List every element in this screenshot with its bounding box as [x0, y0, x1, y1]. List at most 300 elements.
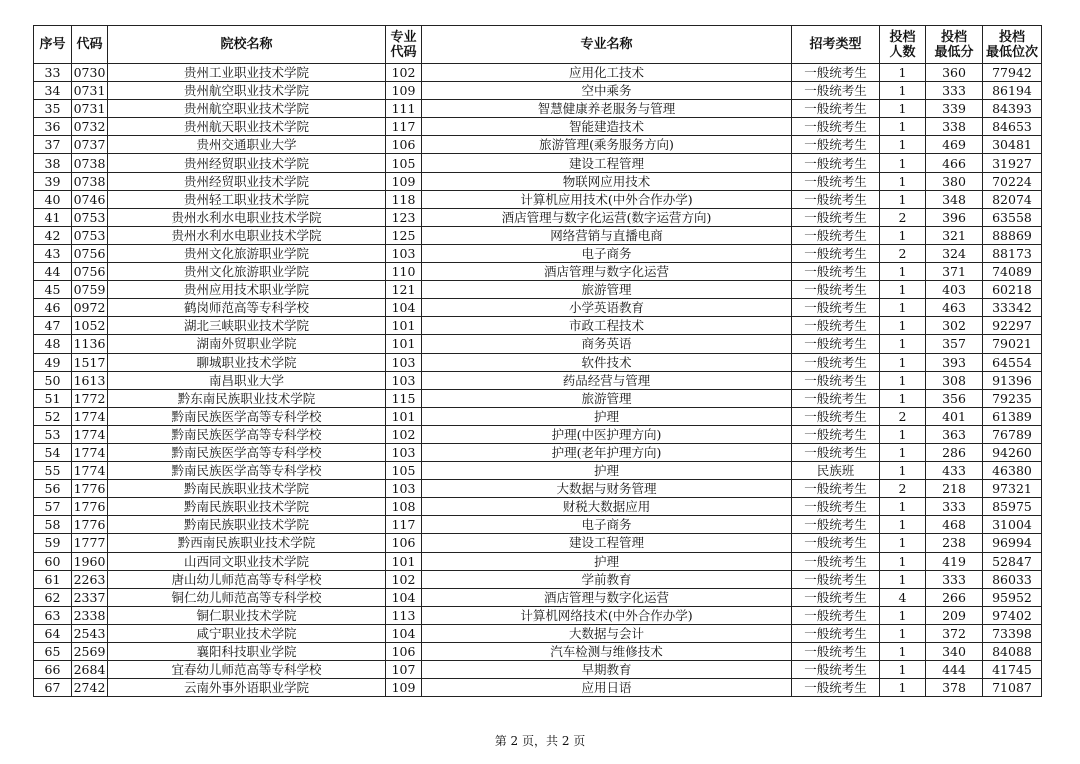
cell-count: 1 [880, 353, 926, 371]
cell-code: 0972 [72, 299, 108, 317]
table-header [34, 26, 1042, 64]
header-min-score: 投档 最低分 [926, 26, 983, 64]
table-row [34, 281, 1042, 299]
cell-count: 1 [880, 462, 926, 480]
cell-major: 药品经营与管理 [422, 371, 792, 389]
cell-type: 民族班 [792, 462, 880, 480]
cell-major-code: 106 [386, 643, 422, 661]
cell-school: 唐山幼儿师范高等专科学校 [108, 570, 386, 588]
cell-code: 2742 [72, 679, 108, 697]
cell-min-rank: 33342 [983, 299, 1042, 317]
cell-min-score: 356 [926, 389, 983, 407]
cell-major-code: 121 [386, 281, 422, 299]
table-row [34, 552, 1042, 570]
cell-min-rank: 94260 [983, 443, 1042, 461]
header-row [34, 26, 1042, 64]
cell-count: 1 [880, 154, 926, 172]
cell-major: 学前教育 [422, 570, 792, 588]
cell-seq: 48 [34, 335, 72, 353]
cell-type: 一般统考生 [792, 407, 880, 425]
cell-code: 0753 [72, 226, 108, 244]
cell-min-rank: 97402 [983, 606, 1042, 624]
cell-seq: 34 [34, 82, 72, 100]
cell-code: 0732 [72, 118, 108, 136]
cell-min-rank: 30481 [983, 136, 1042, 154]
cell-code: 0731 [72, 82, 108, 100]
table-row [34, 661, 1042, 679]
cell-major-code: 109 [386, 172, 422, 190]
cell-type: 一般统考生 [792, 570, 880, 588]
cell-seq: 53 [34, 425, 72, 443]
cell-major-code: 101 [386, 335, 422, 353]
cell-type: 一般统考生 [792, 606, 880, 624]
cell-count: 1 [880, 552, 926, 570]
cell-type: 一般统考生 [792, 534, 880, 552]
cell-type: 一般统考生 [792, 190, 880, 208]
header-school: 院校名称 [108, 26, 386, 64]
cell-major-code: 101 [386, 552, 422, 570]
cell-min-rank: 84393 [983, 100, 1042, 118]
cell-school: 宜春幼儿师范高等专科学校 [108, 661, 386, 679]
cell-school: 贵州工业职业技术学院 [108, 64, 386, 82]
cell-school: 贵州文化旅游职业学院 [108, 244, 386, 262]
table-row [34, 425, 1042, 443]
cell-code: 1052 [72, 317, 108, 335]
cell-major-code: 104 [386, 299, 422, 317]
cell-major: 软件技术 [422, 353, 792, 371]
cell-seq: 54 [34, 443, 72, 461]
cell-major: 护理(中医护理方向) [422, 425, 792, 443]
cell-min-rank: 60218 [983, 281, 1042, 299]
cell-min-rank: 96994 [983, 534, 1042, 552]
table-row [34, 82, 1042, 100]
table-row [34, 335, 1042, 353]
cell-major: 财税大数据应用 [422, 498, 792, 516]
cell-seq: 64 [34, 624, 72, 642]
cell-min-rank: 82074 [983, 190, 1042, 208]
cell-type: 一般统考生 [792, 661, 880, 679]
cell-school: 湖北三峡职业技术学院 [108, 317, 386, 335]
cell-count: 1 [880, 425, 926, 443]
cell-count: 1 [880, 100, 926, 118]
cell-min-rank: 70224 [983, 172, 1042, 190]
cell-major: 智慧健康养老服务与管理 [422, 100, 792, 118]
cell-seq: 66 [34, 661, 72, 679]
cell-major: 大数据与会计 [422, 624, 792, 642]
cell-min-rank: 88869 [983, 226, 1042, 244]
cell-count: 1 [880, 281, 926, 299]
cell-type: 一般统考生 [792, 643, 880, 661]
cell-seq: 65 [34, 643, 72, 661]
cell-min-score: 363 [926, 425, 983, 443]
cell-min-rank: 73398 [983, 624, 1042, 642]
table-row [34, 588, 1042, 606]
header-min-rank: 投档 最低位次 [983, 26, 1042, 64]
cell-school: 贵州航空职业技术学院 [108, 82, 386, 100]
cell-min-score: 218 [926, 480, 983, 498]
cell-min-score: 238 [926, 534, 983, 552]
cell-code: 0738 [72, 172, 108, 190]
cell-seq: 40 [34, 190, 72, 208]
cell-major-code: 101 [386, 317, 422, 335]
table-row [34, 498, 1042, 516]
cell-min-score: 340 [926, 643, 983, 661]
cell-count: 1 [880, 443, 926, 461]
cell-type: 一般统考生 [792, 516, 880, 534]
cell-major: 计算机网络技术(中外合作办学) [422, 606, 792, 624]
cell-min-score: 338 [926, 118, 983, 136]
cell-major-code: 103 [386, 443, 422, 461]
cell-type: 一般统考生 [792, 208, 880, 226]
cell-min-rank: 79235 [983, 389, 1042, 407]
cell-major: 旅游管理 [422, 389, 792, 407]
cell-seq: 51 [34, 389, 72, 407]
table-row [34, 516, 1042, 534]
header-code: 代码 [72, 26, 108, 64]
cell-min-score: 419 [926, 552, 983, 570]
cell-major-code: 101 [386, 407, 422, 425]
cell-major-code: 117 [386, 118, 422, 136]
cell-school: 黔西南民族职业技术学院 [108, 534, 386, 552]
cell-type: 一般统考生 [792, 679, 880, 697]
admission-table-sheet [33, 25, 1041, 697]
cell-type: 一般统考生 [792, 498, 880, 516]
cell-min-score: 333 [926, 498, 983, 516]
cell-type: 一般统考生 [792, 317, 880, 335]
cell-school: 黔南民族医学高等专科学校 [108, 407, 386, 425]
cell-type: 一般统考生 [792, 389, 880, 407]
cell-min-score: 433 [926, 462, 983, 480]
cell-type: 一般统考生 [792, 172, 880, 190]
cell-school: 贵州应用技术职业学院 [108, 281, 386, 299]
cell-school: 黔东南民族职业技术学院 [108, 389, 386, 407]
cell-major-code: 107 [386, 661, 422, 679]
cell-min-score: 378 [926, 679, 983, 697]
cell-min-rank: 52847 [983, 552, 1042, 570]
cell-school: 贵州文化旅游职业学院 [108, 263, 386, 281]
cell-major: 应用日语 [422, 679, 792, 697]
cell-major-code: 104 [386, 588, 422, 606]
cell-min-rank: 31004 [983, 516, 1042, 534]
cell-count: 1 [880, 317, 926, 335]
cell-count: 1 [880, 516, 926, 534]
cell-seq: 56 [34, 480, 72, 498]
cell-code: 1774 [72, 407, 108, 425]
table-row [34, 118, 1042, 136]
cell-min-score: 393 [926, 353, 983, 371]
cell-code: 2569 [72, 643, 108, 661]
table-row [34, 172, 1042, 190]
cell-count: 1 [880, 570, 926, 588]
cell-major: 商务英语 [422, 335, 792, 353]
cell-school: 铜仁幼儿师范高等专科学校 [108, 588, 386, 606]
cell-code: 1774 [72, 462, 108, 480]
cell-major: 酒店管理与数字化运营 [422, 588, 792, 606]
cell-school: 贵州水利水电职业技术学院 [108, 208, 386, 226]
cell-code: 0731 [72, 100, 108, 118]
cell-code: 1774 [72, 443, 108, 461]
cell-min-score: 348 [926, 190, 983, 208]
cell-count: 1 [880, 82, 926, 100]
cell-school: 黔南民族职业技术学院 [108, 480, 386, 498]
cell-count: 1 [880, 371, 926, 389]
cell-min-score: 209 [926, 606, 983, 624]
cell-major-code: 103 [386, 371, 422, 389]
cell-count: 1 [880, 606, 926, 624]
cell-major: 建设工程管理 [422, 154, 792, 172]
table-row [34, 136, 1042, 154]
cell-type: 一般统考生 [792, 299, 880, 317]
cell-major-code: 109 [386, 82, 422, 100]
cell-major: 护理 [422, 552, 792, 570]
cell-min-rank: 91396 [983, 371, 1042, 389]
cell-major-code: 113 [386, 606, 422, 624]
cell-seq: 59 [34, 534, 72, 552]
cell-major: 网络营销与直播电商 [422, 226, 792, 244]
cell-count: 1 [880, 498, 926, 516]
cell-major-code: 117 [386, 516, 422, 534]
header-seq: 序号 [34, 26, 72, 64]
cell-type: 一般统考生 [792, 281, 880, 299]
cell-seq: 44 [34, 263, 72, 281]
cell-major: 护理 [422, 462, 792, 480]
cell-seq: 52 [34, 407, 72, 425]
cell-school: 湖南外贸职业学院 [108, 335, 386, 353]
cell-code: 1517 [72, 353, 108, 371]
cell-count: 1 [880, 389, 926, 407]
cell-count: 2 [880, 208, 926, 226]
cell-type: 一般统考生 [792, 552, 880, 570]
cell-major-code: 106 [386, 136, 422, 154]
cell-min-rank: 92297 [983, 317, 1042, 335]
cell-min-score: 360 [926, 64, 983, 82]
cell-min-rank: 64554 [983, 353, 1042, 371]
cell-major-code: 105 [386, 154, 422, 172]
cell-school: 鹤岗师范高等专科学校 [108, 299, 386, 317]
cell-count: 4 [880, 588, 926, 606]
cell-major: 早期教育 [422, 661, 792, 679]
cell-code: 2338 [72, 606, 108, 624]
cell-major: 旅游管理(乘务服务方向) [422, 136, 792, 154]
cell-school: 黔南民族医学高等专科学校 [108, 425, 386, 443]
cell-type: 一般统考生 [792, 443, 880, 461]
cell-major: 计算机应用技术(中外合作办学) [422, 190, 792, 208]
cell-school: 黔南民族职业技术学院 [108, 516, 386, 534]
cell-major-code: 102 [386, 64, 422, 82]
cell-code: 2543 [72, 624, 108, 642]
cell-code: 1776 [72, 480, 108, 498]
cell-type: 一般统考生 [792, 100, 880, 118]
cell-major: 旅游管理 [422, 281, 792, 299]
cell-min-score: 302 [926, 317, 983, 335]
cell-school: 云南外事外语职业学院 [108, 679, 386, 697]
cell-seq: 36 [34, 118, 72, 136]
cell-seq: 46 [34, 299, 72, 317]
cell-code: 1136 [72, 335, 108, 353]
page-footer: 第 2 页，共 2 页 [494, 734, 586, 748]
cell-min-rank: 46380 [983, 462, 1042, 480]
cell-major-code: 105 [386, 462, 422, 480]
cell-min-score: 324 [926, 244, 983, 262]
admission-table [33, 25, 1042, 697]
cell-school: 黔南民族医学高等专科学校 [108, 443, 386, 461]
cell-major: 物联网应用技术 [422, 172, 792, 190]
cell-min-rank: 31927 [983, 154, 1042, 172]
table-row [34, 534, 1042, 552]
cell-major-code: 110 [386, 263, 422, 281]
cell-min-score: 357 [926, 335, 983, 353]
cell-type: 一般统考生 [792, 136, 880, 154]
cell-school: 襄阳科技职业学院 [108, 643, 386, 661]
table-row [34, 100, 1042, 118]
cell-code: 0730 [72, 64, 108, 82]
cell-seq: 45 [34, 281, 72, 299]
cell-min-score: 463 [926, 299, 983, 317]
cell-min-score: 371 [926, 263, 983, 281]
cell-code: 1772 [72, 389, 108, 407]
table-row [34, 570, 1042, 588]
cell-seq: 57 [34, 498, 72, 516]
cell-type: 一般统考生 [792, 244, 880, 262]
cell-count: 1 [880, 534, 926, 552]
cell-major-code: 111 [386, 100, 422, 118]
cell-school: 咸宁职业技术学院 [108, 624, 386, 642]
cell-min-score: 396 [926, 208, 983, 226]
cell-count: 1 [880, 679, 926, 697]
table-row [34, 154, 1042, 172]
cell-count: 1 [880, 136, 926, 154]
cell-min-score: 468 [926, 516, 983, 534]
cell-major: 电子商务 [422, 516, 792, 534]
cell-major: 汽车检测与维修技术 [422, 643, 792, 661]
cell-major-code: 103 [386, 353, 422, 371]
cell-min-score: 339 [926, 100, 983, 118]
cell-school: 贵州轻工职业技术学院 [108, 190, 386, 208]
cell-major: 电子商务 [422, 244, 792, 262]
cell-type: 一般统考生 [792, 371, 880, 389]
cell-min-score: 401 [926, 407, 983, 425]
cell-school: 南昌职业大学 [108, 371, 386, 389]
cell-seq: 47 [34, 317, 72, 335]
cell-major-code: 125 [386, 226, 422, 244]
cell-min-score: 266 [926, 588, 983, 606]
cell-count: 1 [880, 190, 926, 208]
cell-major: 应用化工技术 [422, 64, 792, 82]
cell-count: 2 [880, 407, 926, 425]
cell-code: 1960 [72, 552, 108, 570]
cell-school: 贵州水利水电职业技术学院 [108, 226, 386, 244]
table-row [34, 624, 1042, 642]
cell-seq: 62 [34, 588, 72, 606]
cell-code: 1774 [72, 425, 108, 443]
table-row [34, 226, 1042, 244]
cell-type: 一般统考生 [792, 480, 880, 498]
table-row [34, 407, 1042, 425]
cell-seq: 43 [34, 244, 72, 262]
cell-type: 一般统考生 [792, 624, 880, 642]
cell-min-rank: 77942 [983, 64, 1042, 82]
cell-min-score: 469 [926, 136, 983, 154]
cell-code: 0756 [72, 244, 108, 262]
cell-seq: 58 [34, 516, 72, 534]
header-major-code: 专业 代码 [386, 26, 422, 64]
cell-code: 0746 [72, 190, 108, 208]
header-major: 专业名称 [422, 26, 792, 64]
table-row [34, 208, 1042, 226]
table-row [34, 480, 1042, 498]
cell-type: 一般统考生 [792, 154, 880, 172]
cell-major-code: 104 [386, 624, 422, 642]
cell-seq: 42 [34, 226, 72, 244]
cell-major-code: 109 [386, 679, 422, 697]
cell-school: 山西同文职业技术学院 [108, 552, 386, 570]
table-row [34, 443, 1042, 461]
cell-min-rank: 79021 [983, 335, 1042, 353]
cell-major: 大数据与财务管理 [422, 480, 792, 498]
cell-min-score: 403 [926, 281, 983, 299]
table-row [34, 389, 1042, 407]
cell-min-score: 333 [926, 82, 983, 100]
cell-seq: 41 [34, 208, 72, 226]
cell-major-code: 102 [386, 425, 422, 443]
cell-code: 1613 [72, 371, 108, 389]
cell-major: 空中乘务 [422, 82, 792, 100]
cell-type: 一般统考生 [792, 425, 880, 443]
table-row [34, 244, 1042, 262]
cell-seq: 49 [34, 353, 72, 371]
cell-min-rank: 97321 [983, 480, 1042, 498]
cell-count: 1 [880, 118, 926, 136]
table-row [34, 64, 1042, 82]
cell-type: 一般统考生 [792, 335, 880, 353]
cell-type: 一般统考生 [792, 353, 880, 371]
table-row [34, 679, 1042, 697]
header-count: 投档 人数 [880, 26, 926, 64]
cell-min-rank: 61389 [983, 407, 1042, 425]
cell-type: 一般统考生 [792, 64, 880, 82]
cell-count: 2 [880, 480, 926, 498]
cell-major-code: 106 [386, 534, 422, 552]
cell-count: 1 [880, 643, 926, 661]
cell-code: 0759 [72, 281, 108, 299]
table-row [34, 643, 1042, 661]
cell-min-rank: 95952 [983, 588, 1042, 606]
cell-code: 1776 [72, 498, 108, 516]
cell-min-rank: 84653 [983, 118, 1042, 136]
cell-seq: 55 [34, 462, 72, 480]
cell-seq: 33 [34, 64, 72, 82]
cell-major-code: 123 [386, 208, 422, 226]
cell-count: 1 [880, 64, 926, 82]
cell-major-code: 108 [386, 498, 422, 516]
cell-code: 1776 [72, 516, 108, 534]
cell-min-score: 372 [926, 624, 983, 642]
table-row [34, 263, 1042, 281]
cell-major: 酒店管理与数字化运营(数字运营方向) [422, 208, 792, 226]
cell-count: 1 [880, 299, 926, 317]
cell-school: 聊城职业技术学院 [108, 353, 386, 371]
cell-major: 市政工程技术 [422, 317, 792, 335]
cell-major: 护理(老年护理方向) [422, 443, 792, 461]
cell-seq: 67 [34, 679, 72, 697]
cell-school: 贵州航空职业技术学院 [108, 100, 386, 118]
cell-min-score: 308 [926, 371, 983, 389]
table-body [34, 64, 1042, 697]
cell-count: 1 [880, 335, 926, 353]
table-row [34, 371, 1042, 389]
cell-type: 一般统考生 [792, 263, 880, 281]
cell-code: 2263 [72, 570, 108, 588]
